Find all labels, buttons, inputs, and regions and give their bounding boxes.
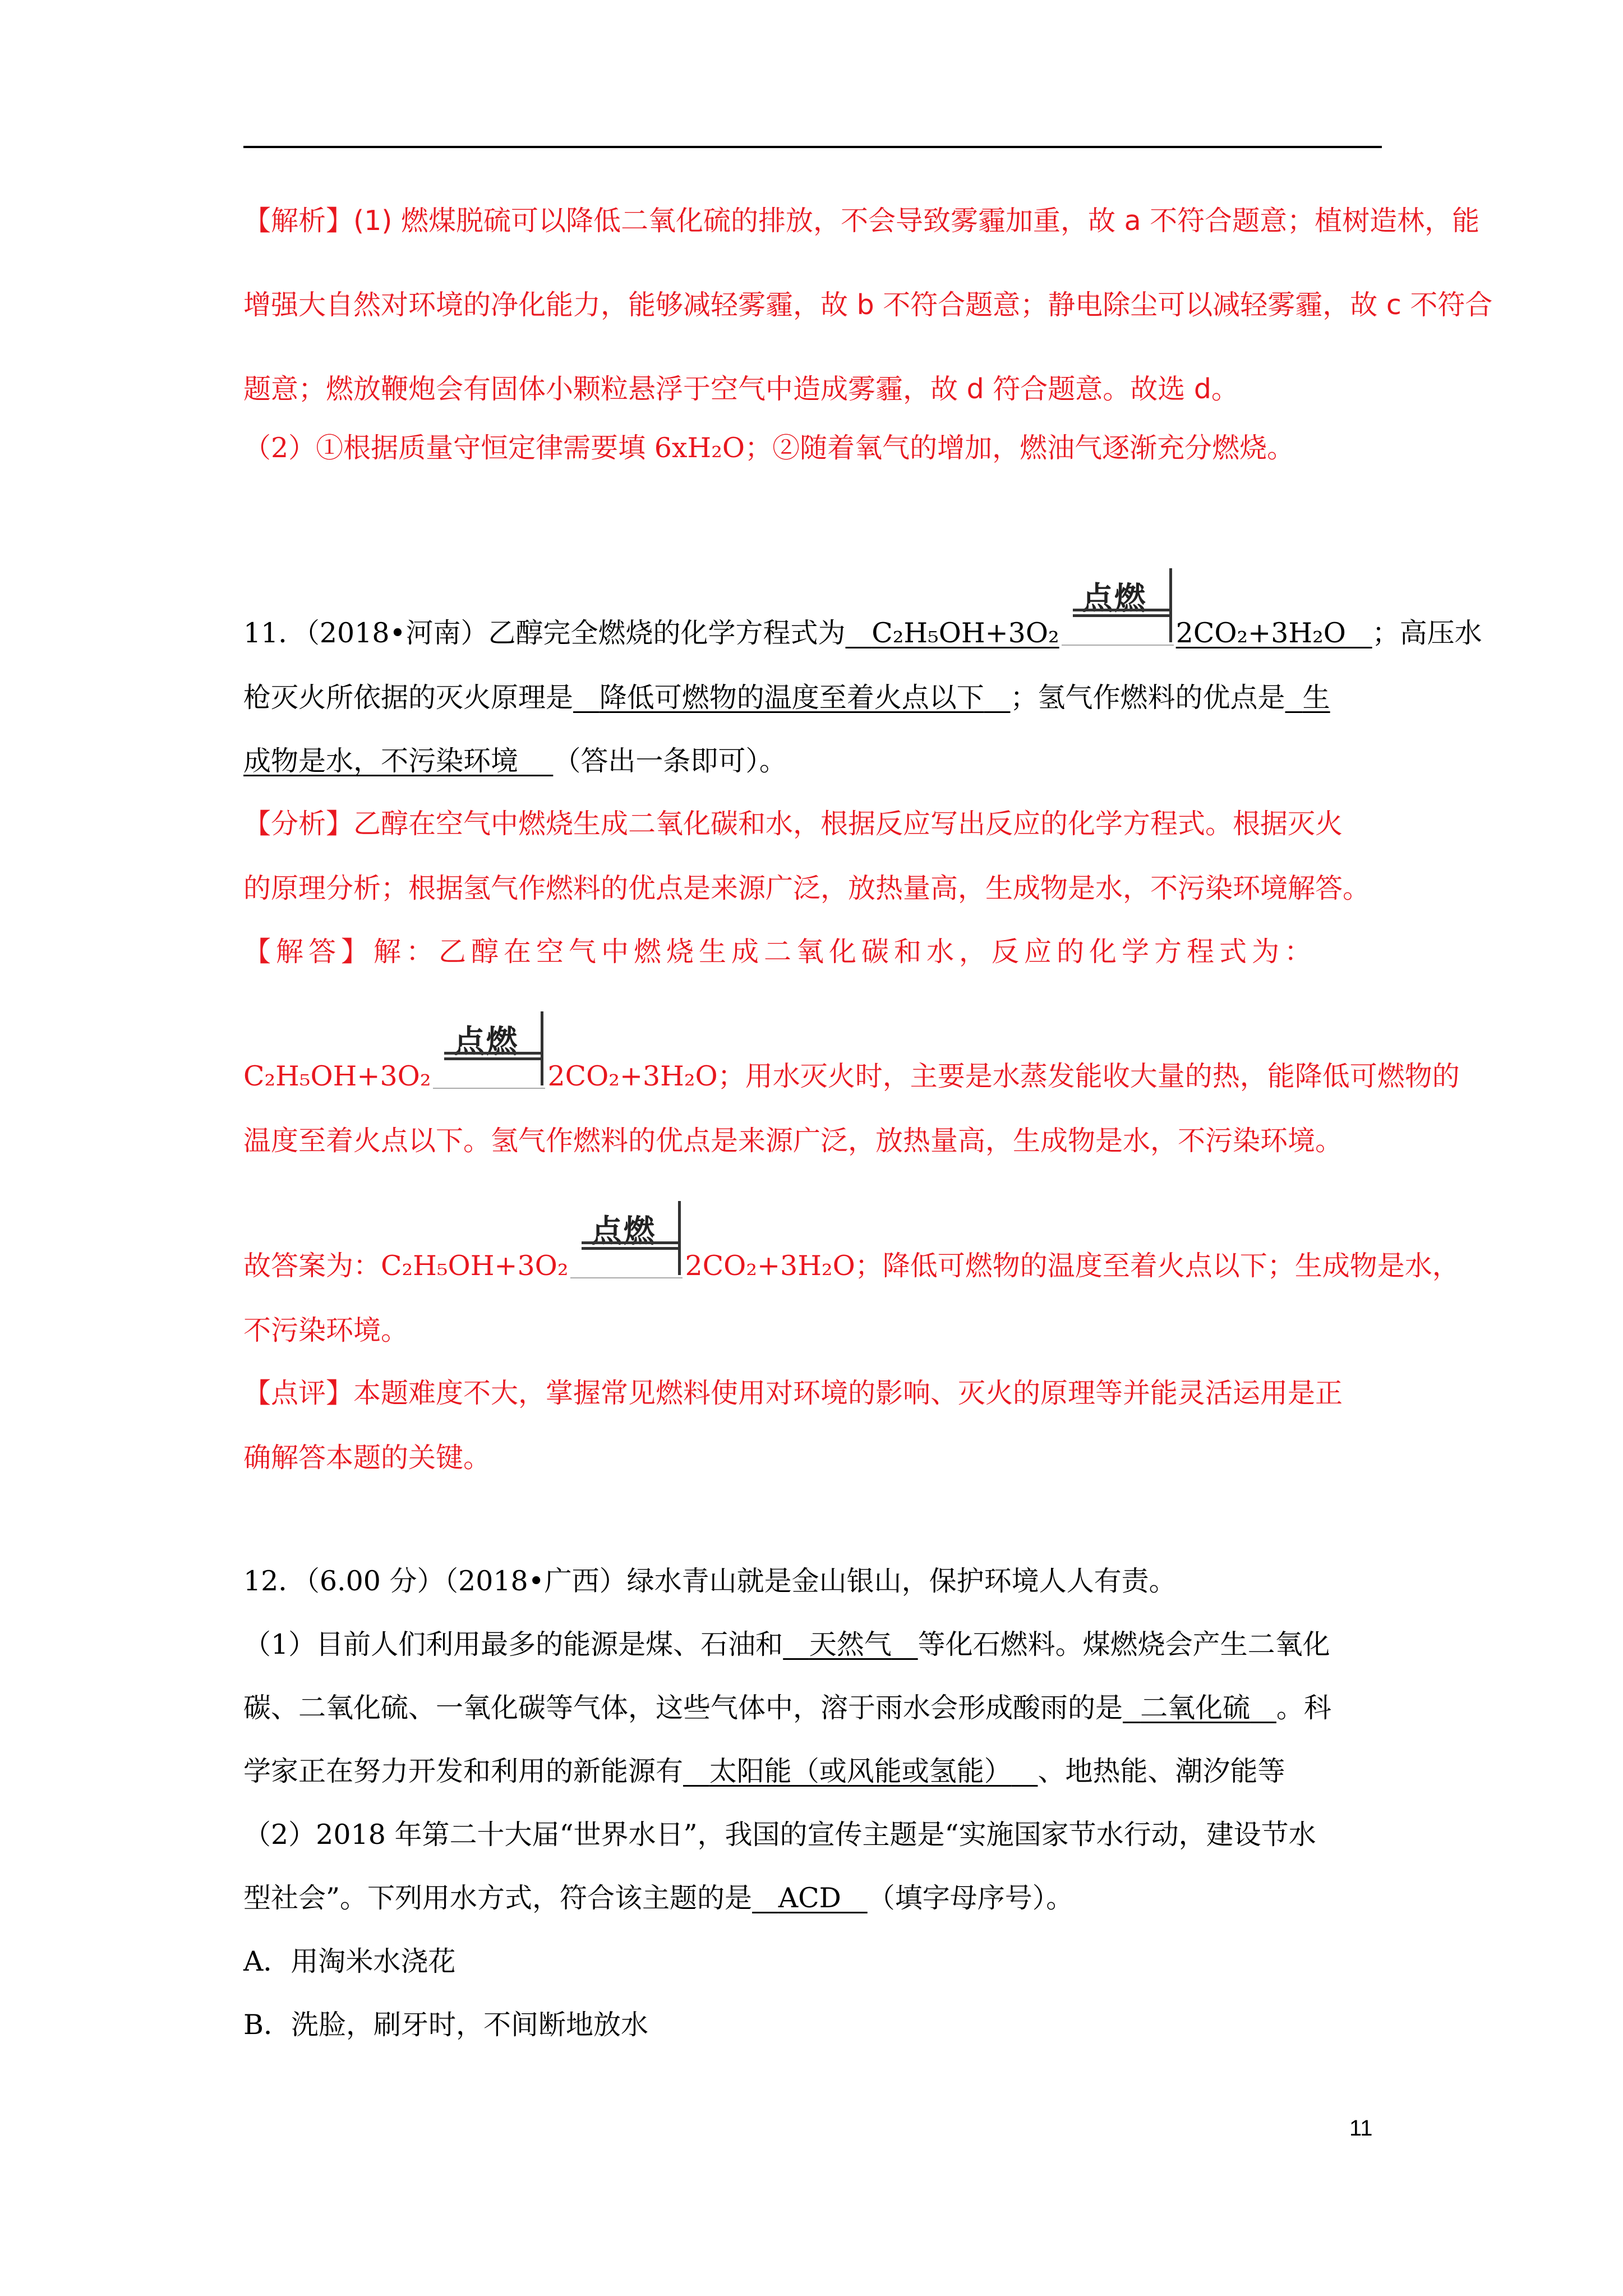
q11-sol-reaction-arrow bbox=[433, 1024, 545, 1089]
q11-comment-line-1 bbox=[243, 1372, 1343, 1411]
q11-sol-eq-left: C₂H₅OH+3O₂ bbox=[243, 1060, 431, 1092]
q12-option-b: B．洗脸，刷牙时，不间断地放水 bbox=[243, 2009, 649, 2041]
q11-comment-tag: 【点评】 bbox=[243, 1377, 354, 1409]
q12-line-5: 型社会”。下列用水方式，符合该主题的是 ACD （填字母序号）。 bbox=[243, 1882, 1074, 1914]
q11-lead: 11．（2018•河南）乙醇完全燃烧的化学方程式为 bbox=[243, 617, 846, 649]
q11-answer-principle: 降低可燃物的温度至着火点以下 bbox=[599, 682, 984, 714]
analysis-line-3: 题意；燃放鞭炮会有固体小颗粒悬浮于空气中造成雾霾，故 d 符合题意。故选 d。 bbox=[243, 373, 1239, 405]
analysis-line-2: 增强大自然对环境的净化能力，能够减轻雾霾，故 b 不符合题意；静电除尘可以减轻雾霾，故 c 不符合 bbox=[243, 289, 1493, 321]
q11-reaction-arrow bbox=[1062, 581, 1174, 646]
q12-line-3: 学家正在努力开发和利用的新能源有 太阳能（或风能或氢能） 、地热能、潮汐能等 bbox=[243, 1755, 1285, 1787]
q11-final-condition: 点燃 bbox=[591, 1213, 656, 1250]
q11-line2-a: 枪灭火所依据的灭火原理是 bbox=[243, 682, 574, 714]
q11-comment-text-1: 本题难度不大，掌握常见燃料使用对环境的影响、灭火的原理等并能灵活运用是正 bbox=[353, 1377, 1343, 1409]
q11-final-answer-line-2: 不污染环境。 bbox=[243, 1314, 409, 1346]
q11-condition: 点燃 bbox=[1081, 581, 1147, 617]
q11-analysis-text-1: 乙醇在空气中燃烧生成二氧化碳和水，根据反应写出反应的化学方程式。根据灭火 bbox=[353, 808, 1343, 840]
q11-analysis-tag: 【分析】 bbox=[243, 808, 354, 840]
q12-line-1: （1）目前人们利用最多的能源是煤、石油和 天然气 等化石燃料。煤燃烧会产生二氧化 bbox=[243, 1628, 1330, 1660]
q11-sol-eq-right: 2CO₂+3H₂O bbox=[547, 1060, 718, 1092]
q11-line-1 bbox=[243, 581, 1482, 651]
q11-solution-tag: 【解答】 bbox=[243, 936, 374, 968]
q11-eq-right: 2CO₂+3H₂O bbox=[1175, 617, 1346, 649]
q11-solution-line-3: 温度至着火点以下。氢气作燃料的优点是来源广泛，放热量高，生成物是水，不污染环境。 bbox=[243, 1125, 1343, 1157]
q11-answer-equation bbox=[845, 581, 1372, 649]
q12-answer-1: 天然气 bbox=[809, 1628, 892, 1660]
analysis-line-1 bbox=[243, 199, 1479, 238]
q12-line-4: （2）2018 年第二十大届“世界水日”，我国的宣传主题是“实施国家节水行动，建设节水 bbox=[243, 1819, 1316, 1851]
q11-solution-text-1: 解：乙醇在空气中燃烧生成二氧化碳和水，反应的化学方程式为： bbox=[374, 936, 1317, 968]
q11-answer-advantage-a: 生 bbox=[1302, 682, 1330, 714]
q11-final-eq-left: C₂H₅OH+3O₂ bbox=[381, 1250, 569, 1282]
q11-final-answer-line-1 bbox=[243, 1213, 1460, 1283]
q11-analysis-line-1 bbox=[243, 802, 1343, 841]
q11-answer-advantage-b: 成物是水，不污染环境 bbox=[243, 745, 519, 777]
q11-line3-tail: （答出一条即可）。 bbox=[553, 745, 787, 777]
q11-final-tail: ；降低可燃物的温度至着火点以下；生成物是水， bbox=[855, 1250, 1460, 1282]
q11-final-lead: 故答案为： bbox=[243, 1250, 381, 1282]
q12-title: 12．（6.00 分）（2018•广西）绿水青山就是金山银山，保护环境人人有责。 bbox=[243, 1565, 1177, 1597]
q11-analysis-line-2: 的原理分析；根据氢气作燃料的优点是来源广泛，放热量高，生成物是水，不污染环境解答。 bbox=[243, 872, 1371, 904]
q11-sol-condition: 点燃 bbox=[453, 1024, 519, 1060]
q11-solution-line-1 bbox=[243, 930, 1317, 969]
analysis-text-1: (1) 燃煤脱硫可以降低二氧化硫的排放，不会导致雾霾加重，故 a 不符合题意；植树造林，能 bbox=[353, 205, 1480, 237]
q11-eq-left: C₂H₅OH+3O₂ bbox=[872, 617, 1059, 649]
analysis-tag: 【解析】 bbox=[243, 205, 354, 237]
q11-final-eq-right: 2CO₂+3H₂O bbox=[685, 1250, 855, 1282]
analysis-line-4: （2）①根据质量守恒定律需要填 6xH₂O；②随着氧气的增加，燃油气逐渐充分燃烧。 bbox=[243, 432, 1295, 464]
q11-line2-b: ；氢气作燃料的优点是 bbox=[1010, 682, 1285, 714]
page-number: 11 bbox=[1349, 2116, 1373, 2141]
q11-solution-text-2: ；用水灭火时，主要是水蒸发能收大量的热，能降低可燃物的 bbox=[717, 1060, 1460, 1092]
q12-answer-2: 二氧化硫 bbox=[1140, 1692, 1251, 1724]
q11-comment-line-2: 确解答本题的关键。 bbox=[243, 1442, 491, 1474]
q11-final-reaction-arrow bbox=[570, 1213, 683, 1278]
q12-option-a: A．用淘米水浇花 bbox=[243, 1945, 456, 1977]
q11-line-3 bbox=[243, 739, 787, 779]
q12-line-2: 碳、二氧化硫、一氧化碳等气体，这些气体中，溶于雨水会形成酸雨的是 二氧化硫 。科 bbox=[243, 1692, 1331, 1724]
q11-line-2 bbox=[243, 676, 1330, 715]
q12-answer-3: 太阳能（或风能或氢能） bbox=[709, 1755, 1012, 1787]
q12-answer-4: ACD bbox=[778, 1882, 841, 1914]
header-rule bbox=[243, 146, 1382, 148]
q11-mid: ；高压水 bbox=[1372, 617, 1482, 649]
q11-solution-line-2 bbox=[243, 1024, 1460, 1094]
